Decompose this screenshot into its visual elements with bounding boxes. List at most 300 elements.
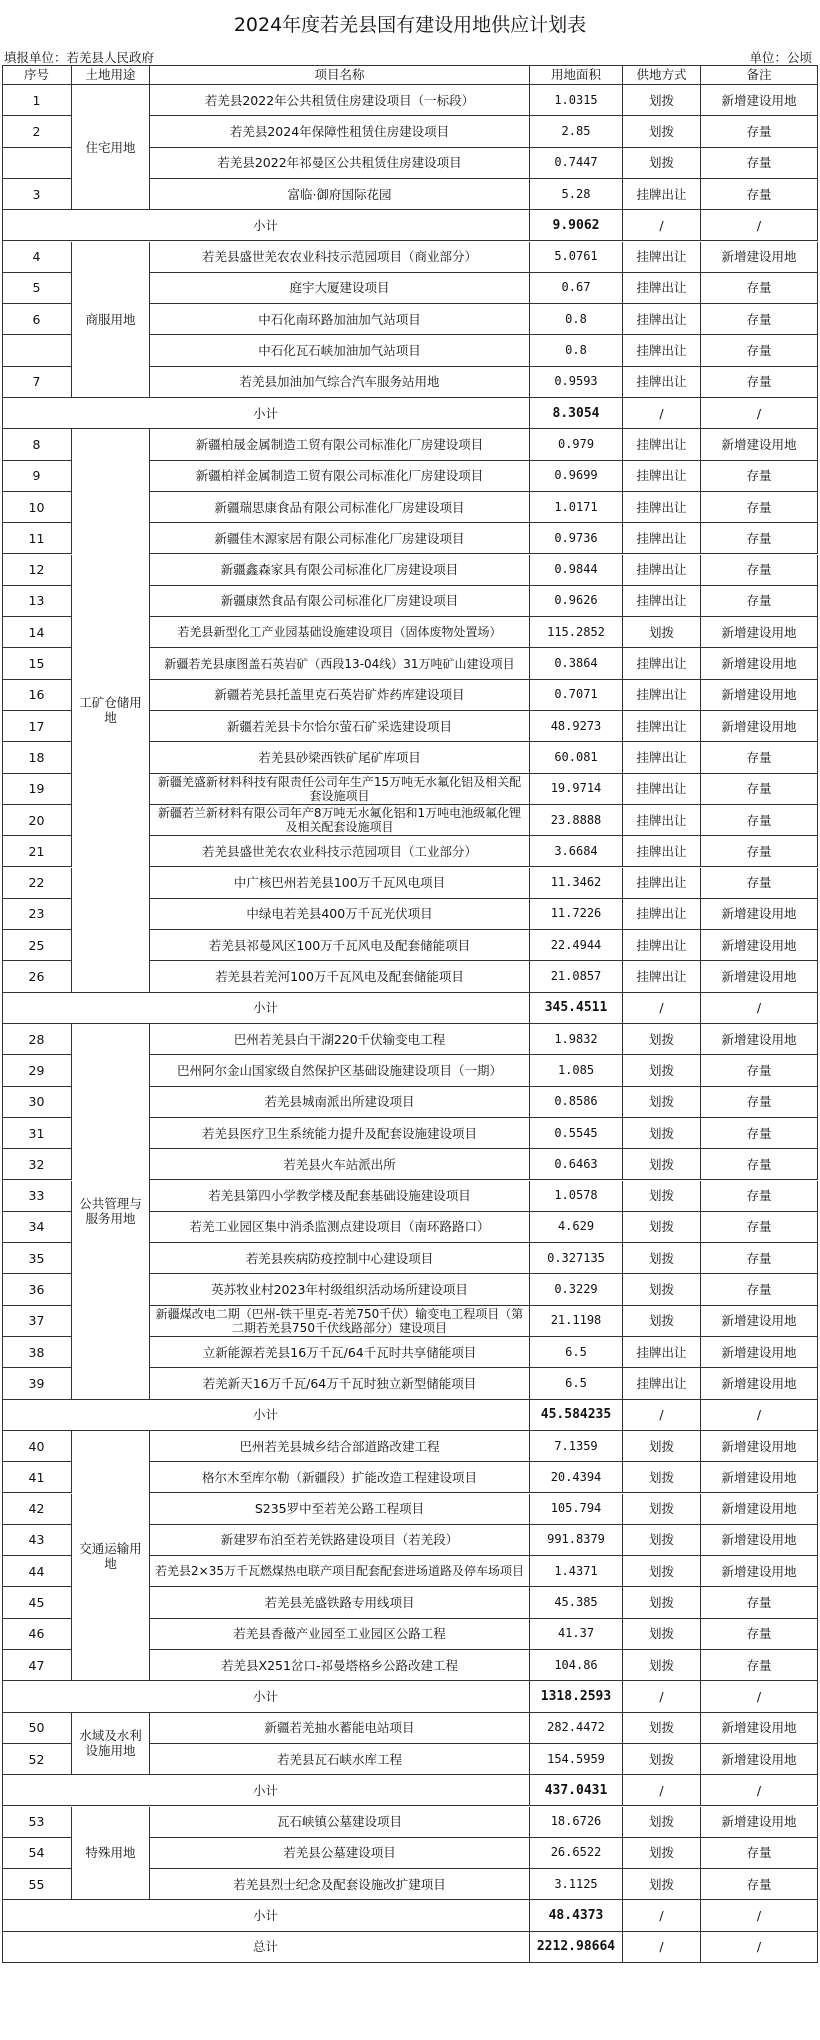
remark: 新增建设用地: [701, 1525, 818, 1556]
project-name: 新疆煤改电二期（巴州-铁干里克-若羌750千伏）输变电工程项目（第二期若羌县750千伏线路部分）建设项目: [150, 1306, 530, 1337]
supply-method: 划拨: [623, 1744, 701, 1775]
row-number: 20: [2, 805, 72, 836]
row-number: 26: [2, 961, 72, 992]
land-area: 991.8379: [530, 1525, 623, 1556]
project-name: 若羌县新型化工产业园基础设施建设项目（固体废物处置场）: [150, 617, 530, 648]
project-name: 新疆康然食品有限公司标准化厂房建设项目: [150, 586, 530, 617]
project-name: 若羌县2024年保障性租赁住房建设项目: [150, 116, 530, 147]
project-name: 若羌县火车站派出所: [150, 1149, 530, 1180]
land-area: 21.1198: [530, 1306, 623, 1337]
supply-method: 划拨: [623, 1494, 701, 1525]
row-number: 34: [2, 1212, 72, 1243]
land-area: 154.5959: [530, 1744, 623, 1775]
project-name: 若羌新天16万千瓦/64万千瓦时独立新型储能项目: [150, 1368, 530, 1399]
row-number: 16: [2, 680, 72, 711]
supply-method: 划拨: [623, 1212, 701, 1243]
project-name: 若羌县盛世羌农农业科技示范园项目（工业部分）: [150, 836, 530, 867]
project-name: 新疆鑫森家具有限公司标准化厂房建设项目: [150, 555, 530, 586]
supply-method: 挂牌出让: [623, 711, 701, 742]
remark: 新增建设用地: [701, 1713, 818, 1744]
remark: 存量: [701, 492, 818, 523]
project-name: 若羌县第四小学教学楼及配套基础设施建设项目: [150, 1181, 530, 1212]
land-area: 1.0578: [530, 1181, 623, 1212]
row-number: 25: [2, 930, 72, 961]
subtotal-area: 345.4511: [530, 993, 623, 1024]
project-name: 巴州若羌县白干湖220千伏输变电工程: [150, 1024, 530, 1055]
subtotal-remark: /: [701, 1400, 818, 1431]
row-number: 10: [2, 492, 72, 523]
land-area: 0.9736: [530, 523, 623, 554]
row-number: 7: [2, 367, 72, 398]
subtotal-label: 小计: [2, 1681, 530, 1712]
row-number: 40: [2, 1431, 72, 1462]
project-name: 若羌县瓦石峡水库工程: [150, 1744, 530, 1775]
subtotal-label: 小计: [2, 1400, 530, 1431]
supply-method: 挂牌出让: [623, 961, 701, 992]
subtotal-label: 小计: [2, 398, 530, 429]
subtotal-area: 45.584235: [530, 1400, 623, 1431]
land-area: 0.9844: [530, 555, 623, 586]
supply-method: 挂牌出让: [623, 930, 701, 961]
header-land-use: 土地用途: [72, 65, 150, 85]
supply-method: 划拨: [623, 1713, 701, 1744]
remark: 存量: [701, 148, 818, 179]
remark: 存量: [701, 805, 818, 836]
remark: 存量: [701, 1274, 818, 1305]
land-area: 0.5545: [530, 1118, 623, 1149]
land-area: 11.7226: [530, 899, 623, 930]
supply-method: 挂牌出让: [623, 805, 701, 836]
land-area: 105.794: [530, 1494, 623, 1525]
supply-method: 挂牌出让: [623, 555, 701, 586]
project-name: 若羌县香薇产业园至工业园区公路工程: [150, 1619, 530, 1650]
remark: 存量: [701, 868, 818, 899]
project-name: 若羌县盛世羌农农业科技示范园项目（商业部分）: [150, 242, 530, 273]
remark: 存量: [701, 1055, 818, 1086]
supply-method: 划拨: [623, 1650, 701, 1681]
land-area: 282.4472: [530, 1713, 623, 1744]
remark: 存量: [701, 304, 818, 335]
remark: 存量: [701, 1149, 818, 1180]
land-area: 7.1359: [530, 1431, 623, 1462]
supply-method: 挂牌出让: [623, 242, 701, 273]
project-name: 新疆羌盛新材料科技有限责任公司年生产15万吨无水氟化铝及相关配套设施项目: [150, 774, 530, 805]
land-area: 2.85: [530, 116, 623, 147]
land-area: 0.3864: [530, 648, 623, 679]
land-use-category: 水域及水利设施用地: [72, 1713, 150, 1776]
land-area: 3.1125: [530, 1869, 623, 1900]
row-number: 45: [2, 1587, 72, 1618]
project-name: 立新能源若羌县16万千瓦/64千瓦时共享储能项目: [150, 1337, 530, 1368]
remark: 存量: [701, 1587, 818, 1618]
row-number: 30: [2, 1087, 72, 1118]
supply-method: 挂牌出让: [623, 774, 701, 805]
row-number: 2: [2, 116, 72, 147]
land-area: 1.0315: [530, 85, 623, 116]
remark: 存量: [701, 555, 818, 586]
table-title: 2024年度若羌县国有建设用地供应计划表: [233, 14, 587, 36]
land-area: 21.0857: [530, 961, 623, 992]
project-name: 新疆柏祥金属制造工贸有限公司标准化厂房建设项目: [150, 461, 530, 492]
supply-method: 划拨: [623, 1181, 701, 1212]
remark: 存量: [701, 1243, 818, 1274]
project-name: 新疆若羌县托盖里克石英岩矿炸药库建设项目: [150, 680, 530, 711]
supply-method: 划拨: [623, 116, 701, 147]
row-number: 46: [2, 1619, 72, 1650]
row-number: 32: [2, 1149, 72, 1180]
land-area: 11.3462: [530, 868, 623, 899]
reporting-unit: 填报单位：若羌县人民政府: [4, 50, 155, 65]
project-name: 新疆佳木源家居有限公司标准化厂房建设项目: [150, 523, 530, 554]
remark: 新增建设用地: [701, 1024, 818, 1055]
supply-method: 划拨: [623, 148, 701, 179]
remark: 新增建设用地: [701, 1368, 818, 1399]
land-area: 20.4394: [530, 1462, 623, 1493]
row-number: 39: [2, 1368, 72, 1399]
remark: 新增建设用地: [701, 680, 818, 711]
row-number: 47: [2, 1650, 72, 1681]
row-number: 13: [2, 586, 72, 617]
land-area: 0.3229: [530, 1274, 623, 1305]
remark: 新增建设用地: [701, 1306, 818, 1337]
land-area: 6.5: [530, 1337, 623, 1368]
project-name: 新疆柏晟金属制造工贸有限公司标准化厂房建设项目: [150, 429, 530, 460]
remark: 新增建设用地: [701, 930, 818, 961]
header-area: 用地面积: [530, 65, 623, 85]
row-number: 29: [2, 1055, 72, 1086]
remark: 存量: [701, 742, 818, 773]
row-number: 43: [2, 1525, 72, 1556]
project-name: 英苏牧业村2023年村级组织活动场所建设项目: [150, 1274, 530, 1305]
header-no: 序号: [2, 65, 72, 85]
land-area: 0.9626: [530, 586, 623, 617]
subtotal-label: 小计: [2, 1775, 530, 1806]
subtotal-method: /: [623, 1400, 701, 1431]
project-name: 若羌县羌盛铁路专用线项目: [150, 1587, 530, 1618]
remark: 新增建设用地: [701, 1462, 818, 1493]
subtotal-remark: /: [701, 210, 818, 241]
remark: 新增建设用地: [701, 711, 818, 742]
row-number: 8: [2, 429, 72, 460]
land-area: 60.081: [530, 742, 623, 773]
project-name: 新建罗布泊至若羌铁路建设项目（若羌段）: [150, 1525, 530, 1556]
row-number: 19: [2, 774, 72, 805]
supply-method: 划拨: [623, 1024, 701, 1055]
land-use-category: 公共管理与服务用地: [72, 1024, 150, 1400]
row-number: 9: [2, 461, 72, 492]
project-name: 格尔木至库尔勒（新疆段）扩能改造工程建设项目: [150, 1462, 530, 1493]
remark: 存量: [701, 523, 818, 554]
row-number: 44: [2, 1556, 72, 1587]
row-number: 23: [2, 899, 72, 930]
project-name: 若羌县城南派出所建设项目: [150, 1087, 530, 1118]
remark: 新增建设用地: [701, 648, 818, 679]
header-remark: 备注: [701, 65, 818, 85]
header-project-name: 项目名称: [150, 65, 530, 85]
project-name: 新疆若羌抽水蓄能电站项目: [150, 1713, 530, 1744]
project-name: 若羌县烈士纪念及配套设施改扩建项目: [150, 1869, 530, 1900]
land-area: 45.385: [530, 1587, 623, 1618]
row-number: 33: [2, 1181, 72, 1212]
land-area: 0.327135: [530, 1243, 623, 1274]
remark: 存量: [701, 774, 818, 805]
row-number: 1: [2, 85, 72, 116]
row-number: [2, 335, 72, 366]
remark: 存量: [701, 1838, 818, 1869]
remark: 存量: [701, 1181, 818, 1212]
remark: 存量: [701, 367, 818, 398]
row-number: 42: [2, 1494, 72, 1525]
total-label: 总计: [2, 1932, 530, 1963]
subtotal-area: 8.3054: [530, 398, 623, 429]
row-number: 53: [2, 1807, 72, 1838]
project-name: 若羌县2×35万千瓦燃煤热电联产项目配套配套进场道路及停车场项目: [150, 1556, 530, 1587]
supply-method: 划拨: [623, 1118, 701, 1149]
row-number: 52: [2, 1744, 72, 1775]
supply-method: 挂牌出让: [623, 899, 701, 930]
remark: 新增建设用地: [701, 429, 818, 460]
supply-method: 挂牌出让: [623, 680, 701, 711]
remark: 存量: [701, 1619, 818, 1650]
remark: 存量: [701, 586, 818, 617]
land-area: 48.9273: [530, 711, 623, 742]
remark: 新增建设用地: [701, 617, 818, 648]
total-area: 2212.98664: [530, 1932, 623, 1963]
supply-method: 划拨: [623, 1149, 701, 1180]
row-number: 3: [2, 179, 72, 210]
project-name: 若羌县医疗卫生系统能力提升及配套设施建设项目: [150, 1118, 530, 1149]
supply-method: 划拨: [623, 1055, 701, 1086]
land-area: 104.86: [530, 1650, 623, 1681]
remark: 新增建设用地: [701, 1494, 818, 1525]
remark: 新增建设用地: [701, 85, 818, 116]
row-number: 36: [2, 1274, 72, 1305]
subtotal-area: 1318.2593: [530, 1681, 623, 1712]
remark: 存量: [701, 335, 818, 366]
supply-method: 挂牌出让: [623, 335, 701, 366]
row-number: 12: [2, 555, 72, 586]
unit-of-measure: 单位：公顷: [749, 50, 812, 65]
land-area: 0.7447: [530, 148, 623, 179]
subtotal-remark: /: [701, 1775, 818, 1806]
land-use-category: 特殊用地: [72, 1807, 150, 1901]
project-name: 若羌县公墓建设项目: [150, 1838, 530, 1869]
subtotal-label: 小计: [2, 210, 530, 241]
remark: 存量: [701, 273, 818, 304]
subtotal-label: 小计: [2, 1900, 530, 1931]
land-area: 1.085: [530, 1055, 623, 1086]
row-number: 22: [2, 868, 72, 899]
land-area: 26.6522: [530, 1838, 623, 1869]
row-number: 35: [2, 1243, 72, 1274]
land-area: 19.9714: [530, 774, 623, 805]
remark: 存量: [701, 116, 818, 147]
supply-method: 划拨: [623, 1431, 701, 1462]
supply-method: 划拨: [623, 1087, 701, 1118]
remark: 新增建设用地: [701, 899, 818, 930]
row-number: 55: [2, 1869, 72, 1900]
row-number: 54: [2, 1838, 72, 1869]
supply-method: 挂牌出让: [623, 367, 701, 398]
project-name: 新疆若兰新材料有限公司年产8万吨无水氟化铝和1万吨电池级氟化锂及相关配套设施项目: [150, 805, 530, 836]
subtotal-remark: /: [701, 398, 818, 429]
project-name: 中绿电若羌县400万千瓦光伏项目: [150, 899, 530, 930]
subtotal-remark: /: [701, 993, 818, 1024]
land-area: 5.28: [530, 179, 623, 210]
land-area: 0.8: [530, 335, 623, 366]
remark: 存量: [701, 461, 818, 492]
land-area: 1.9832: [530, 1024, 623, 1055]
supply-method: 挂牌出让: [623, 648, 701, 679]
supply-method: 挂牌出让: [623, 1337, 701, 1368]
remark: 存量: [701, 836, 818, 867]
row-number: [2, 148, 72, 179]
row-number: 50: [2, 1713, 72, 1744]
project-name: 若羌县X251岔口-祁曼塔格乡公路改建工程: [150, 1650, 530, 1681]
supply-method: 划拨: [623, 617, 701, 648]
land-area: 6.5: [530, 1368, 623, 1399]
land-area: 3.6684: [530, 836, 623, 867]
subtotal-method: /: [623, 1900, 701, 1931]
supply-method: 划拨: [623, 1525, 701, 1556]
supply-method: 划拨: [623, 1274, 701, 1305]
land-area: 0.67: [530, 273, 623, 304]
subtotal-area: 437.0431: [530, 1775, 623, 1806]
supply-method: 划拨: [623, 1807, 701, 1838]
subtotal-method: /: [623, 210, 701, 241]
project-name: 中石化南环路加油加气站项目: [150, 304, 530, 335]
project-name: 若羌县2022年祁曼区公共租赁住房建设项目: [150, 148, 530, 179]
subtotal-method: /: [623, 993, 701, 1024]
land-area: 115.2852: [530, 617, 623, 648]
supply-method: 挂牌出让: [623, 492, 701, 523]
project-name: 若羌工业园区集中消杀监测点建设项目（南环路路口）: [150, 1212, 530, 1243]
supply-method: 挂牌出让: [623, 429, 701, 460]
row-number: 28: [2, 1024, 72, 1055]
supply-method: 划拨: [623, 1243, 701, 1274]
row-number: 5: [2, 273, 72, 304]
supply-method: 挂牌出让: [623, 304, 701, 335]
remark: 新增建设用地: [701, 961, 818, 992]
project-name: 若羌县若羌河100万千瓦风电及配套储能项目: [150, 961, 530, 992]
supply-method: 划拨: [623, 1619, 701, 1650]
header-supply-method: 供地方式: [623, 65, 701, 85]
supply-method: 挂牌出让: [623, 742, 701, 773]
land-area: 1.0171: [530, 492, 623, 523]
project-name: 若羌县祁曼风区100万千瓦风电及配套储能项目: [150, 930, 530, 961]
project-name: 富临·御府国际花园: [150, 179, 530, 210]
project-name: 若羌县砂梁西铁矿尾矿库项目: [150, 742, 530, 773]
project-name: 新疆若羌县康图盖石英岩矿（西段13-04线）31万吨矿山建设项目: [150, 648, 530, 679]
remark: 存量: [701, 179, 818, 210]
supply-method: 划拨: [623, 1587, 701, 1618]
remark: 存量: [701, 1869, 818, 1900]
land-use-category: 住宅用地: [72, 85, 150, 210]
land-area: 0.9593: [530, 367, 623, 398]
project-name: 新疆若羌县卡尔恰尔萤石矿采选建设项目: [150, 711, 530, 742]
project-name: 巴州若羌县城乡结合部道路改建工程: [150, 1431, 530, 1462]
land-area: 0.9699: [530, 461, 623, 492]
land-area: 4.629: [530, 1212, 623, 1243]
land-area: 41.37: [530, 1619, 623, 1650]
total-remark: /: [701, 1932, 818, 1963]
row-number: 11: [2, 523, 72, 554]
row-number: 37: [2, 1306, 72, 1337]
land-area: 0.6463: [530, 1149, 623, 1180]
total-method: /: [623, 1932, 701, 1963]
remark: 存量: [701, 1650, 818, 1681]
project-name: 庭宇大厦建设项目: [150, 273, 530, 304]
row-number: 41: [2, 1462, 72, 1493]
subtotal-method: /: [623, 398, 701, 429]
subtotal-remark: /: [701, 1681, 818, 1712]
supply-method: 挂牌出让: [623, 1368, 701, 1399]
supply-method: 划拨: [623, 1838, 701, 1869]
project-name: 若羌县2022年公共租赁住房建设项目（一标段）: [150, 85, 530, 116]
project-name: 中石化瓦石峡加油加气站项目: [150, 335, 530, 366]
remark: 存量: [701, 1118, 818, 1149]
supply-method: 划拨: [623, 1462, 701, 1493]
row-number: 4: [2, 242, 72, 273]
supply-method: 划拨: [623, 1306, 701, 1337]
subtotal-method: /: [623, 1681, 701, 1712]
supply-method: 挂牌出让: [623, 836, 701, 867]
project-name: 中广核巴州若羌县100万千瓦风电项目: [150, 868, 530, 899]
land-area: 22.4944: [530, 930, 623, 961]
project-name: S235罗中至若羌公路工程项目: [150, 1494, 530, 1525]
remark: 存量: [701, 1212, 818, 1243]
row-number: 6: [2, 304, 72, 335]
land-use-category: 商服用地: [72, 242, 150, 399]
supply-method: 挂牌出让: [623, 523, 701, 554]
land-area: 18.6726: [530, 1807, 623, 1838]
remark: 新增建设用地: [701, 1744, 818, 1775]
project-name: 新疆瑞思康食品有限公司标准化厂房建设项目: [150, 492, 530, 523]
project-name: 巴州阿尔金山国家级自然保护区基础设施建设项目（一期）: [150, 1055, 530, 1086]
row-number: 31: [2, 1118, 72, 1149]
supply-method: 挂牌出让: [623, 586, 701, 617]
row-number: 15: [2, 648, 72, 679]
row-number: 38: [2, 1337, 72, 1368]
supply-method: 挂牌出让: [623, 868, 701, 899]
row-number: 18: [2, 742, 72, 773]
supply-method: 挂牌出让: [623, 179, 701, 210]
supply-method: 挂牌出让: [623, 461, 701, 492]
land-use-category: 交通运输用地: [72, 1431, 150, 1681]
land-area: 0.8: [530, 304, 623, 335]
land-area: 5.0761: [530, 242, 623, 273]
row-number: 21: [2, 836, 72, 867]
remark: 新增建设用地: [701, 1337, 818, 1368]
supply-method: 挂牌出让: [623, 273, 701, 304]
land-area: 23.8888: [530, 805, 623, 836]
land-use-category: 工矿仓储用地: [72, 429, 150, 992]
row-number: 17: [2, 711, 72, 742]
remark: 存量: [701, 1087, 818, 1118]
subtotal-label: 小计: [2, 993, 530, 1024]
land-area: 0.979: [530, 429, 623, 460]
supply-method: 划拨: [623, 85, 701, 116]
land-area: 1.4371: [530, 1556, 623, 1587]
remark: 新增建设用地: [701, 1431, 818, 1462]
remark: 新增建设用地: [701, 1556, 818, 1587]
project-name: 瓦石峡镇公墓建设项目: [150, 1807, 530, 1838]
subtotal-area: 48.4373: [530, 1900, 623, 1931]
supply-method: 划拨: [623, 1869, 701, 1900]
land-area: 0.8586: [530, 1087, 623, 1118]
subtotal-area: 9.9062: [530, 210, 623, 241]
project-name: 若羌县加油加气综合汽车服务站用地: [150, 367, 530, 398]
